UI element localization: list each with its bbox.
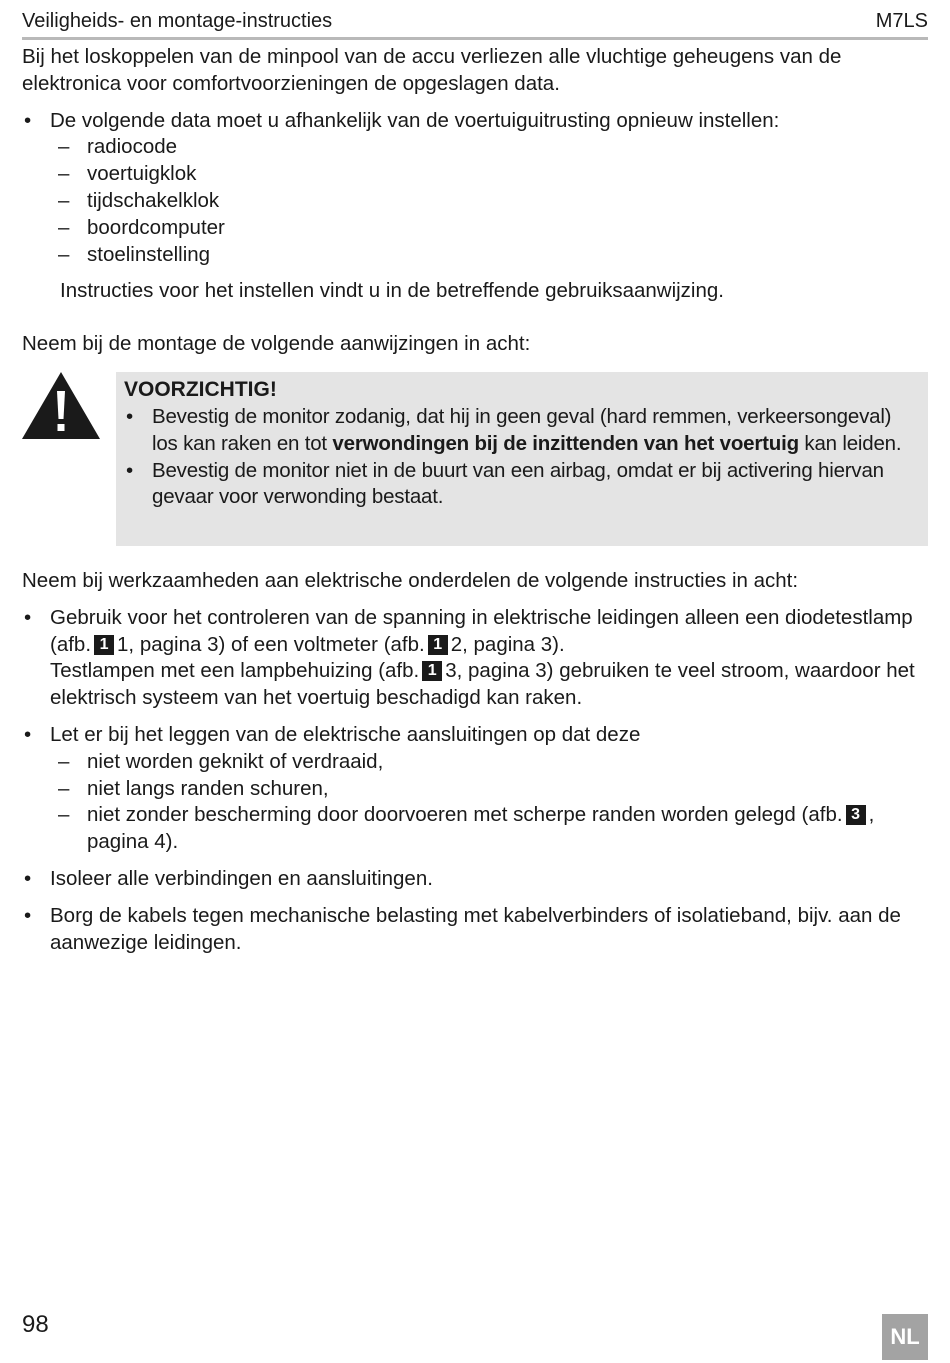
data-list-item: – tijdschakelklok: [22, 188, 928, 215]
data-list-item: – boordcomputer: [22, 215, 928, 242]
page-content: [22, 44, 928, 956]
data-list-lead: • De volgende data moet u afhankelijk van de voertuiguitrusting opnieuw instellen:: [22, 108, 928, 135]
electric-item: • Borg de kabels tegen mechanische belasting met kabelverbinders of isolatieband, bijv. aan de aanwezige leidingen.: [22, 903, 928, 957]
caution-section: [22, 372, 928, 546]
caution-box: [116, 372, 928, 546]
caution-title: VOORZICHTIG!: [124, 377, 277, 401]
model-name: M7LS: [875, 10, 928, 32]
intro-paragraph: Bij het loskoppelen van de minpool van de accu verliezen alle vluchtige geheugens van de elektronica voor comfortvoorzieningen de opgeslagen data.: [22, 45, 842, 95]
page-header: [22, 7, 928, 40]
data-list-item: – stoelinstelling: [22, 242, 928, 269]
language-badge: NL: [882, 1314, 928, 1360]
electric-subitem: – niet worden geknikt of verdraaid,: [22, 749, 928, 776]
caution-emphasis: verwondingen bij de inzittenden van het voertuig: [332, 431, 799, 455]
electric-item: • Isoleer alle verbindingen en aansluitingen.: [22, 866, 928, 893]
figure-ref-badge: 1: [428, 635, 448, 655]
mount-intro: Neem bij de montage de volgende aanwijzingen in acht:: [22, 332, 531, 356]
figure-ref-badge: 1: [422, 661, 442, 681]
warning-triangle-icon: [22, 372, 100, 442]
electric-intro: Neem bij werkzaamheden aan elektrische onderdelen de volgende instructies in acht:: [22, 568, 799, 592]
page-number: 98: [22, 1311, 49, 1338]
electric-subitem: – niet langs randen schuren,: [22, 776, 928, 803]
data-list-item: – voertuigklok: [22, 161, 928, 188]
figure-ref-badge: 1: [94, 635, 114, 655]
electric-subitem: – niet zonder bescherming door doorvoeren met scherpe randen worden gelegd (afb. 3 , pagina 4).: [22, 802, 928, 856]
electric-item: • Let er bij het leggen van de elektrische aansluitingen op dat deze: [22, 722, 928, 749]
data-list-note: Instructies voor het instellen vindt u in de betreffende gebruiksaanwijzing.: [60, 279, 724, 303]
caution-item: • Bevestig de monitor zodanig, dat hij in geen geval (hard remmen, verkeersongeval) los kan raken en tot verwondingen bij de inzittenden van het voertuig kan leiden.: [124, 404, 920, 458]
data-list-item: – radiocode: [22, 134, 928, 161]
section-title: Veiligheids- en montage-instructies: [22, 10, 333, 32]
figure-ref-badge: 3: [846, 805, 866, 825]
electric-item: • Gebruik voor het controleren van de spanning in elektrische leidingen alleen een diodetestlamp (afb. 1 1, pagina 3) of een voltmeter (afb. 1 2, pagina 3). Testlampen met een lampbehuizing (afb. 1 3, pagina 3) gebruiken te veel stroom, waardoor het elektrisch systeem van het voertuig beschadigd kan raken.: [22, 605, 928, 712]
caution-item: • Bevestig de monitor niet in de buurt van een airbag, omdat er bij activering hiervan gevaar voor verwonding bestaat.: [124, 458, 920, 512]
